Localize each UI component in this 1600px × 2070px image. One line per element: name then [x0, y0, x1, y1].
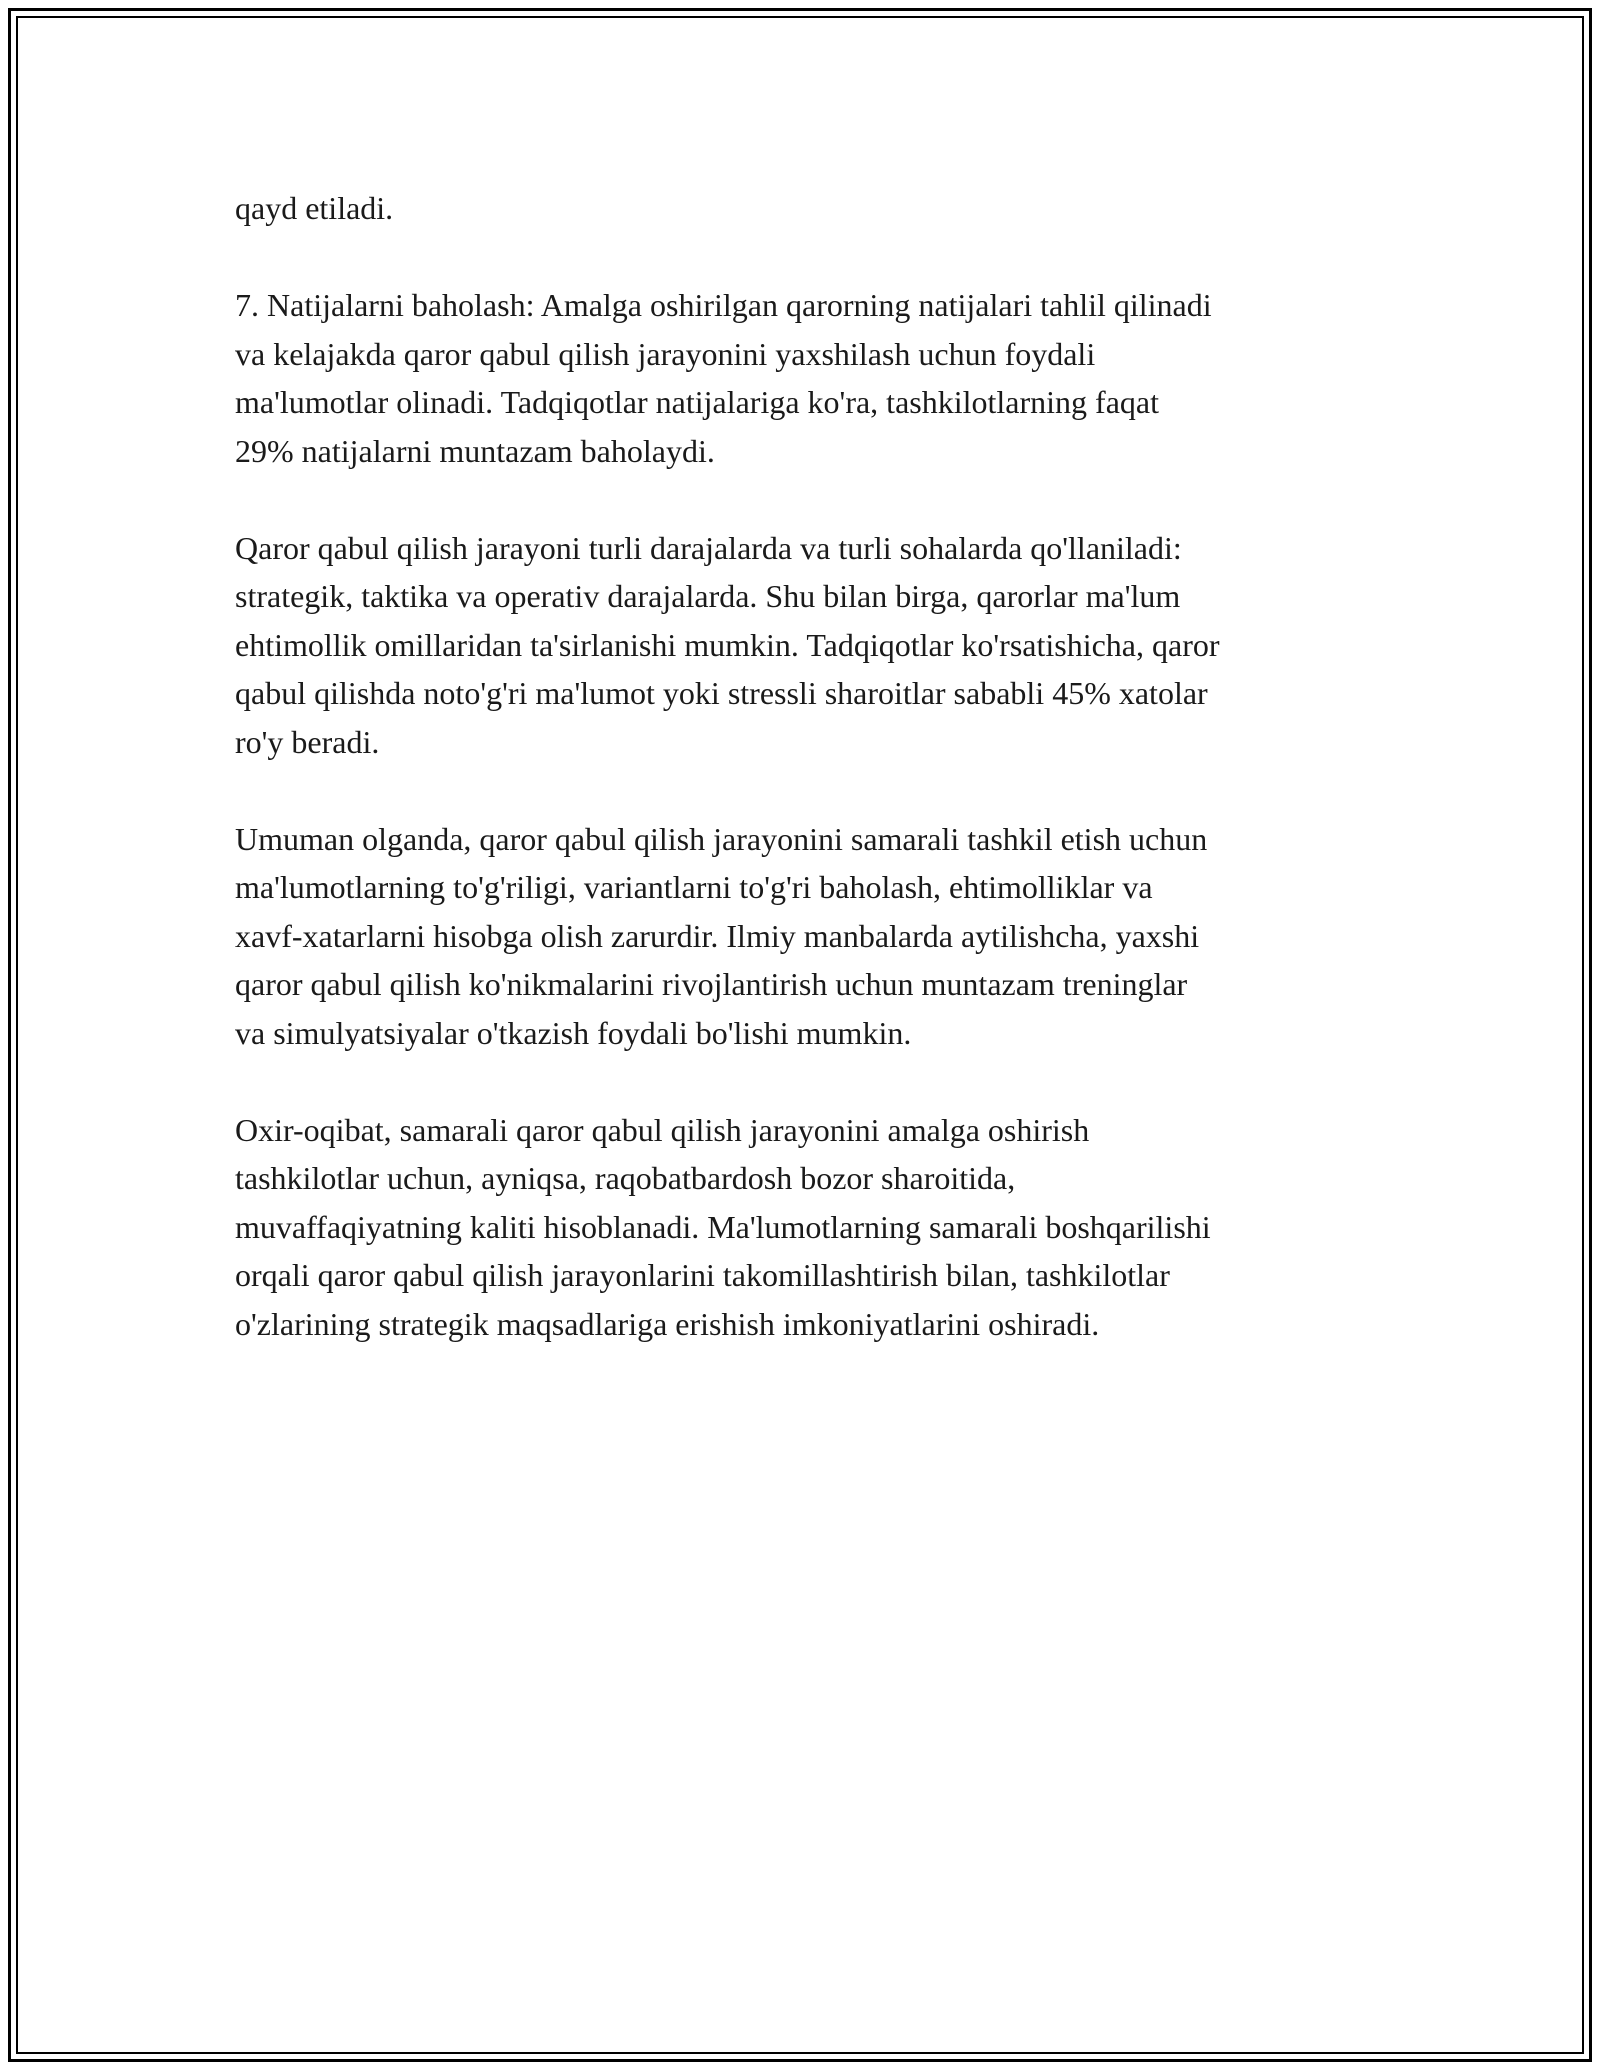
text-line: tashkilotlar uchun, ayniqsa, raqobatbardosh bozor sharoitida,	[235, 1160, 1016, 1196]
text-line: Qaror qabul qilish jarayoni turli darajalarda va turli sohalarda qo'llaniladi:	[235, 529, 1182, 566]
paragraph-continuation	[235, 184, 1375, 233]
text-line: xavf-xatarlarni hisobga olish zarurdir. Ilmiy manbalarda aytilishcha, yaxshi	[235, 917, 1200, 954]
text-line: va simulyatsiyalar o'tkazish foydali bo'lishi mumkin.	[235, 1014, 912, 1051]
text-line: ehtimollik omillaridan ta'sirlanishi mumkin. Tadqiqotlar ko'rsatishicha, qaror	[235, 626, 1220, 663]
paragraph-general-summary	[235, 815, 1375, 1058]
text-line: qaror qabul qilish ko'nikmalarini rivojlantirish uchun muntazam treninglar	[235, 966, 1188, 1002]
paragraph-conclusion	[235, 1106, 1375, 1349]
text-line: o'zlarining strategik maqsadlariga erishish imkoniyatlarini oshiradi.	[235, 1305, 1100, 1342]
text-line: 29% natijalarni muntazam baholaydi.	[235, 432, 715, 469]
paragraph-decision-levels	[235, 524, 1375, 767]
text-line: muvaffaqiyatning kaliti hisoblanadi. Ma'lumotlarning samarali boshqarilishi	[235, 1208, 1211, 1245]
text-line: Oxir-oqibat, samarali qaror qabul qilish jarayonini amalga oshirish	[235, 1111, 1090, 1148]
text-line: strategik, taktika va operativ darajalarda. Shu bilan birga, qarorlar ma'lum	[235, 578, 1181, 614]
text-line: va kelajakda qaror qabul qilish jarayonini yaxshilash uchun foydali	[235, 335, 1096, 372]
text-line: qayd etiladi.	[235, 190, 394, 226]
paragraph-results-evaluation	[235, 281, 1375, 475]
text-line: ma'lumotlar olinadi. Tadqiqotlar natijalariga ko'ra, tashkilotlarning faqat	[235, 384, 1159, 420]
text-line: ro'y beradi.	[235, 723, 380, 760]
text-line: qabul qilishda noto'g'ri ma'lumot yoki stressli sharoitlar sababli 45% xatolar	[235, 675, 1208, 711]
document-body	[235, 184, 1375, 1397]
text-line: 7. Natijalarni baholash: Amalga oshirilgan qarorning natijalari tahlil qilinadi	[235, 287, 1212, 323]
text-line: ma'lumotlarning to'g'riligi, variantlarni to'g'ri baholash, ehtimolliklar va	[235, 869, 1153, 905]
text-line: orqali qaror qabul qilish jarayonlarini takomillashtirish bilan, tashkilotlar	[235, 1257, 1170, 1293]
text-line: Umuman olganda, qaror qabul qilish jarayonini samarali tashkil etish uchun	[235, 820, 1208, 857]
